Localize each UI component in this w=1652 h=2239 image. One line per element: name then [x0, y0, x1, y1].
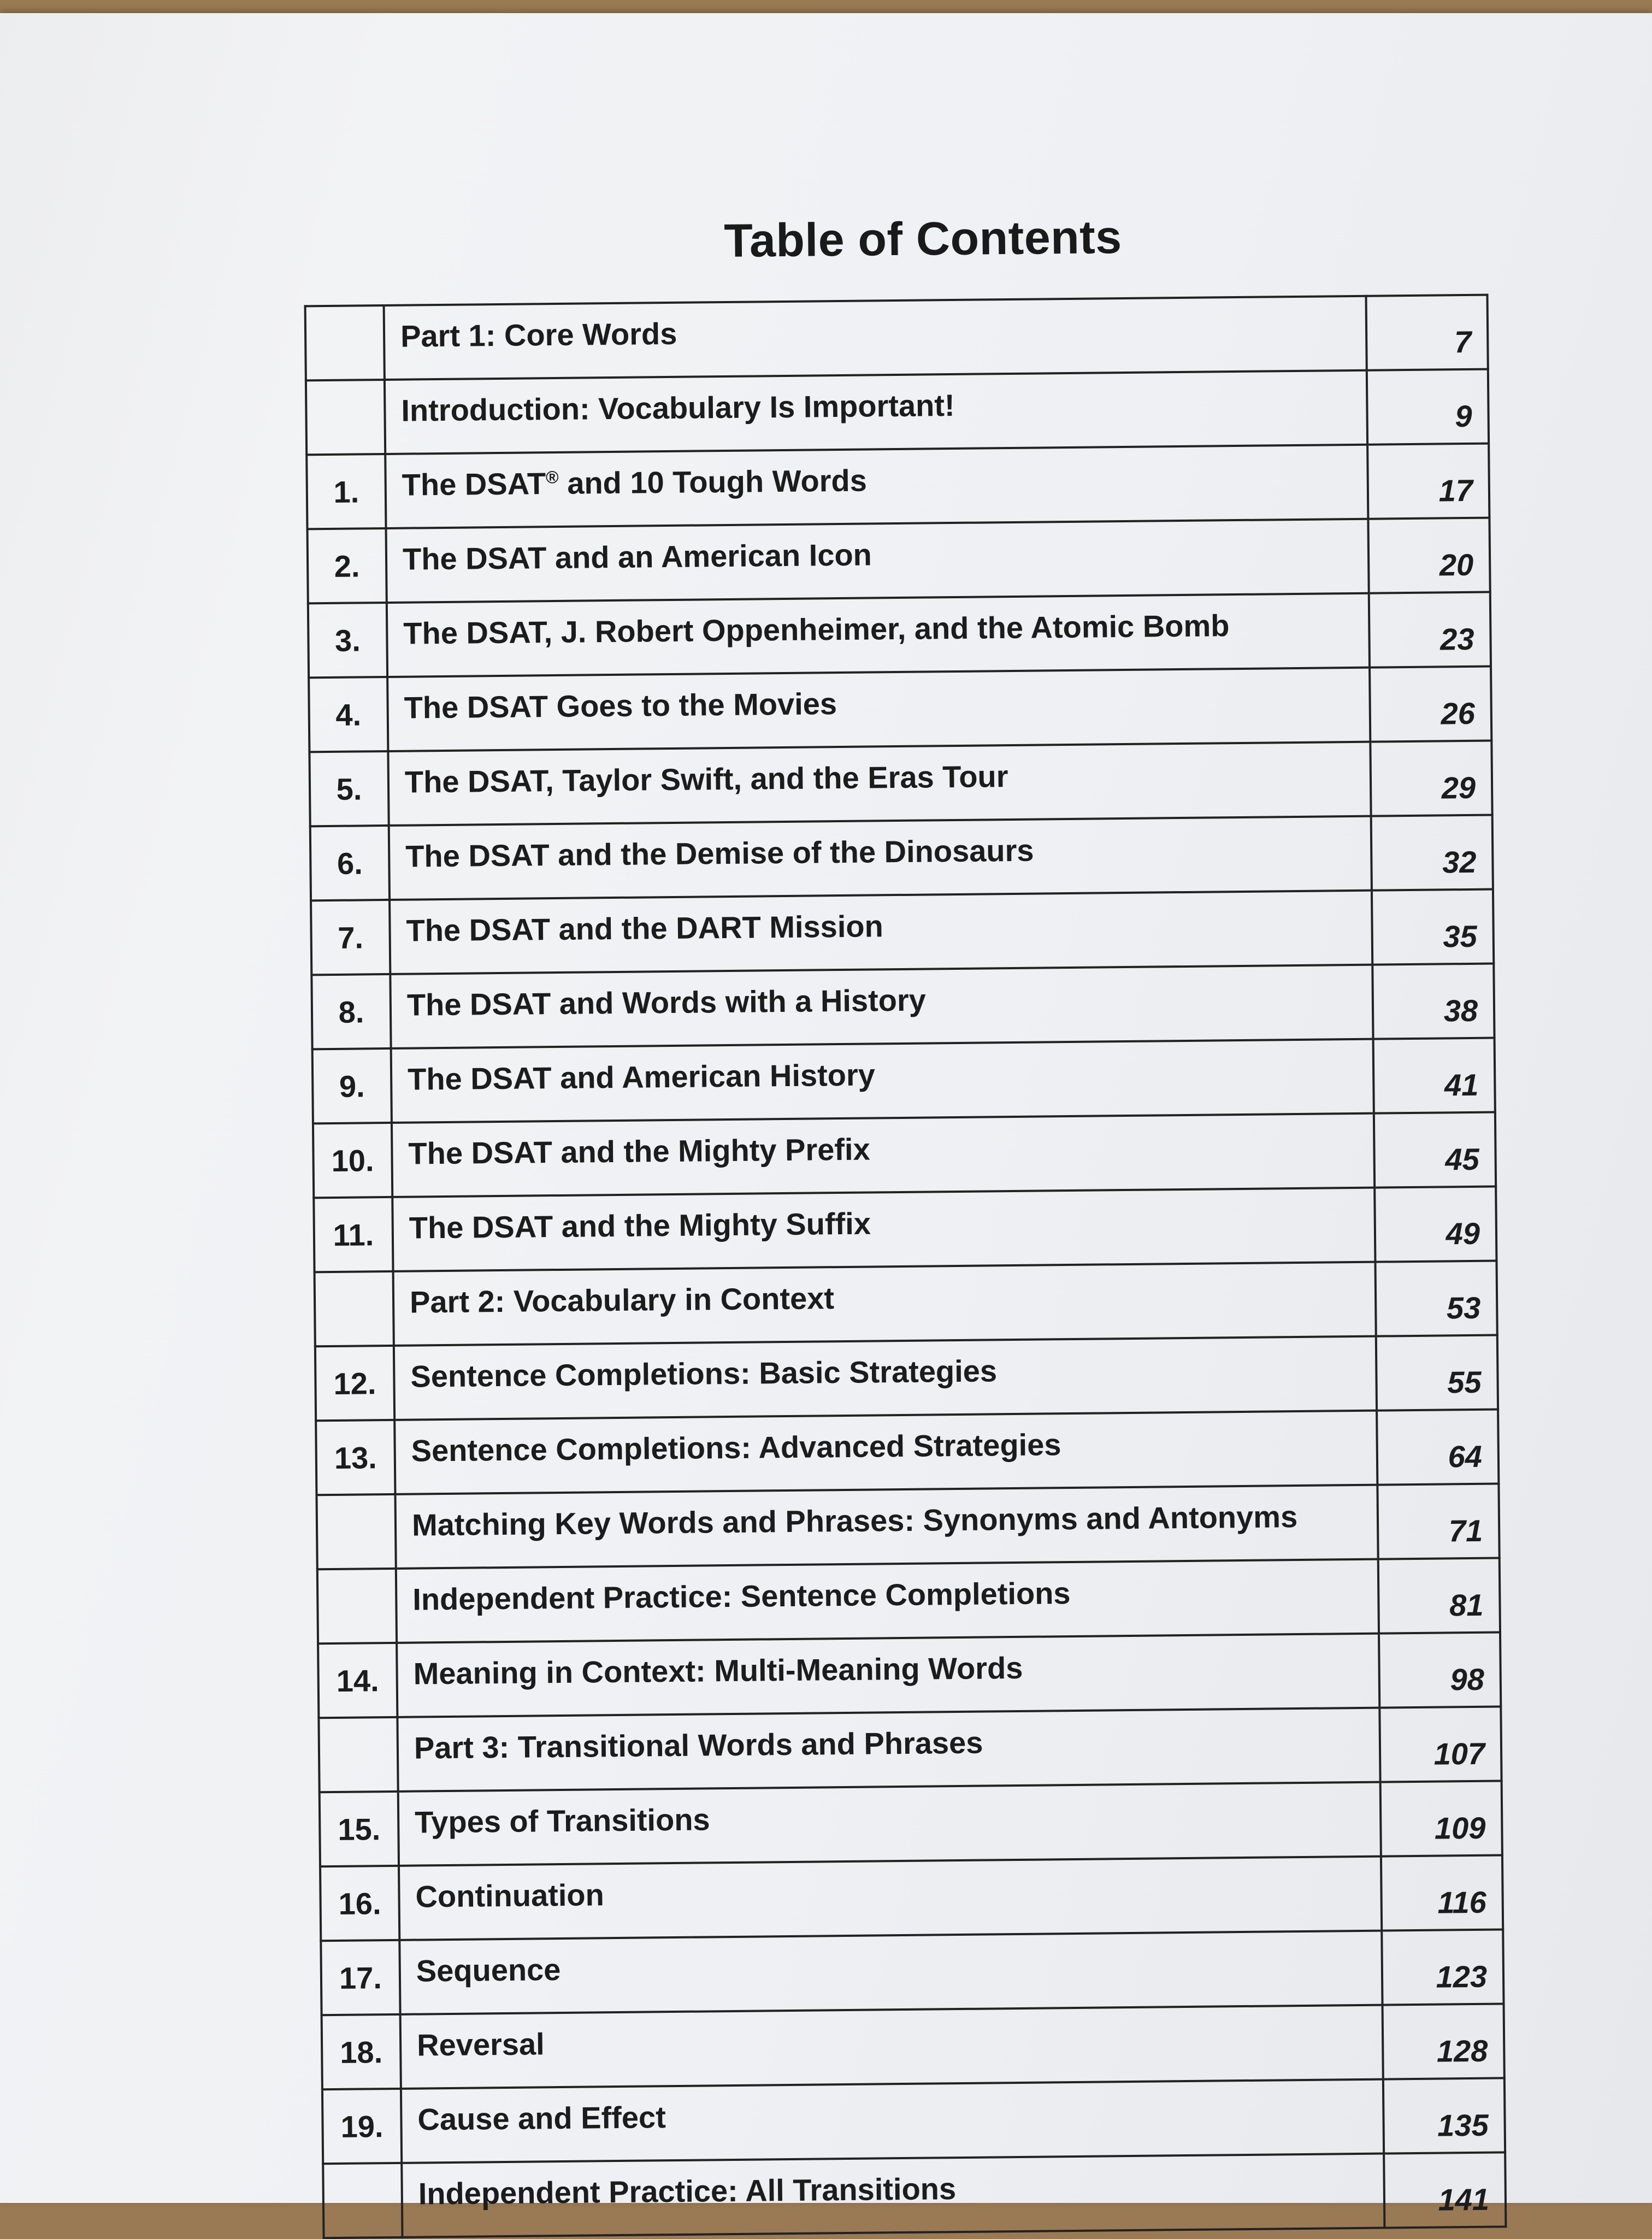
chapter-title	[399, 1931, 1382, 2014]
toc-row	[313, 1112, 1496, 1198]
chapter-title-text: Cause and Effect	[417, 2100, 666, 2137]
page-number: 135	[1383, 2078, 1505, 2153]
page-number: 23	[1369, 592, 1491, 668]
page-number: 32	[1371, 815, 1493, 891]
chapter-title	[388, 742, 1371, 826]
chapter-number	[317, 1569, 397, 1643]
chapter-title-text: Sentence Completions: Basic Strategies	[410, 1353, 998, 1394]
toc-row	[305, 295, 1488, 381]
toc-row	[308, 592, 1491, 678]
page-number: 29	[1370, 741, 1492, 816]
toc-row	[317, 1558, 1500, 1643]
chapter-title	[400, 2005, 1383, 2089]
chapter-title-text: Sentence Completions: Advanced Strategies	[411, 1427, 1061, 1468]
registered-mark: ®	[545, 467, 559, 487]
toc-row	[321, 1929, 1503, 2015]
chapter-number: 19.	[322, 2089, 402, 2164]
chapter-title	[384, 296, 1367, 380]
toc-body	[305, 295, 1506, 2238]
chapter-number: 15.	[320, 1792, 399, 1866]
chapter-title-text: The DSAT and the Mighty Suffix	[409, 1206, 871, 1245]
page-number: 41	[1373, 1038, 1495, 1113]
chapter-number: 5.	[309, 751, 388, 826]
chapter-title	[402, 2154, 1384, 2237]
chapter-title-text: The DSAT and Words with a History	[406, 982, 927, 1022]
chapter-title	[394, 1411, 1377, 1494]
chapter-number	[306, 380, 385, 455]
book-page	[0, 13, 1652, 2217]
chapter-title-text: The DSAT Goes to the Movies	[404, 686, 837, 725]
chapter-title	[393, 1262, 1376, 1346]
chapter-title-text-continued: and 10 Tough Words	[558, 463, 868, 500]
chapter-title	[385, 370, 1367, 454]
page-title: Table of Contents	[723, 211, 1123, 268]
chapter-title	[389, 816, 1372, 900]
chapter-title	[387, 593, 1370, 677]
page-number: 109	[1380, 1781, 1502, 1856]
toc-row	[322, 2078, 1505, 2164]
page-number: 20	[1368, 518, 1490, 593]
chapter-title	[390, 891, 1372, 974]
chapter-title	[396, 1559, 1379, 1643]
page-number: 55	[1376, 1335, 1498, 1411]
page-number: 9	[1367, 369, 1489, 445]
toc-row	[315, 1335, 1498, 1421]
chapter-title	[385, 445, 1368, 528]
chapter-title	[391, 1039, 1374, 1123]
chapter-title-text: The DSAT and the DART Mission	[406, 909, 884, 948]
chapter-number: 8.	[311, 974, 391, 1049]
chapter-title-text: Part 3: Transitional Words and Phrases	[414, 1725, 983, 1765]
chapter-title	[399, 1857, 1382, 1940]
toc-row	[306, 444, 1489, 529]
toc-row	[314, 1187, 1496, 1272]
page-number: 35	[1372, 889, 1494, 965]
page-number: 116	[1381, 1855, 1503, 1930]
page-number: 71	[1377, 1484, 1499, 1559]
chapter-number: 12.	[315, 1346, 394, 1421]
page-number: 45	[1374, 1112, 1496, 1188]
chapter-title	[392, 1188, 1375, 1271]
chapter-number: 7.	[311, 900, 390, 975]
toc-row	[310, 815, 1493, 901]
chapter-number	[316, 1494, 396, 1569]
chapter-title	[392, 1113, 1374, 1197]
chapter-number: 4.	[309, 677, 388, 752]
toc-row	[309, 741, 1492, 827]
toc-row	[323, 2152, 1506, 2238]
chapter-title	[401, 2079, 1384, 2163]
chapter-title	[398, 1782, 1381, 1866]
toc-row	[320, 1855, 1503, 1941]
page-number: 49	[1374, 1187, 1496, 1262]
chapter-title	[387, 668, 1370, 751]
chapter-title-text: Types of Transitions	[414, 1802, 710, 1840]
chapter-number: 3.	[308, 603, 387, 677]
page-number: 7	[1366, 295, 1488, 370]
chapter-number	[323, 2163, 402, 2238]
chapter-title	[386, 519, 1369, 603]
chapter-number	[305, 305, 385, 380]
chapter-title-text: Independent Practice: Sentence Completions	[412, 1576, 1071, 1617]
page-number: 53	[1375, 1261, 1497, 1336]
chapter-title-text: The DSAT, J. Robert Oppenheimer, and the Atomic Bomb	[403, 608, 1230, 651]
chapter-number: 6.	[310, 826, 390, 900]
toc-row	[318, 1706, 1501, 1792]
chapter-number: 1.	[306, 454, 386, 529]
toc-row	[306, 369, 1489, 455]
chapter-number: 16.	[320, 1866, 399, 1941]
chapter-title-text: The DSAT and the Mighty Prefix	[408, 1132, 871, 1171]
chapter-title-text: Introduction: Vocabulary Is Important!	[401, 387, 955, 428]
chapter-title-text: The DSAT and an American Icon	[402, 537, 872, 576]
toc-row	[320, 1781, 1502, 1866]
chapter-title-text: The DSAT	[402, 466, 546, 502]
chapter-title-text: Matching Key Words and Phrases: Synonyms and Antonyms	[411, 1499, 1298, 1542]
chapter-number: 10.	[313, 1123, 392, 1198]
chapter-title-text: Independent Practice: All Transitions	[418, 2171, 957, 2211]
toc-table	[304, 294, 1507, 2239]
page-number: 26	[1370, 667, 1491, 742]
page-number: 141	[1384, 2152, 1506, 2228]
chapter-title	[390, 965, 1373, 1048]
toc-row	[308, 518, 1490, 604]
chapter-title-text: The DSAT and the Demise of the Dinosaurs	[405, 833, 1034, 874]
page-number: 17	[1367, 444, 1489, 519]
toc-row	[311, 964, 1494, 1050]
toc-row	[318, 1632, 1501, 1718]
chapter-number: 14.	[318, 1643, 397, 1718]
chapter-title	[397, 1708, 1380, 1792]
chapter-title	[397, 1634, 1379, 1717]
toc-row	[311, 889, 1494, 975]
chapter-number: 11.	[314, 1197, 393, 1272]
page-number: 107	[1379, 1706, 1501, 1782]
toc-row	[316, 1410, 1498, 1495]
chapter-number: 2.	[308, 528, 387, 603]
chapter-title-text: Continuation	[415, 1877, 605, 1914]
chapter-title	[394, 1336, 1377, 1420]
page-number: 81	[1378, 1558, 1500, 1633]
page-number: 38	[1372, 964, 1494, 1039]
toc-row	[315, 1261, 1497, 1347]
chapter-title-text: Sequence	[416, 1952, 561, 1988]
chapter-title-text: The DSAT, Taylor Swift, and the Eras Tour	[404, 759, 1008, 799]
page-number: 123	[1382, 1929, 1503, 2005]
chapter-number: 18.	[322, 2014, 401, 2089]
toc-row	[309, 667, 1491, 752]
toc-row	[322, 2004, 1504, 2089]
page-number: 64	[1377, 1410, 1498, 1485]
chapter-title-text: Part 1: Core Words	[400, 316, 677, 353]
chapter-number: 17.	[321, 1940, 400, 2015]
chapter-title-text: Meaning in Context: Multi-Meaning Words	[413, 1650, 1023, 1691]
page-number: 128	[1383, 2004, 1504, 2079]
chapter-title-text: The DSAT and American History	[407, 1057, 876, 1097]
chapter-number: 9.	[312, 1048, 392, 1123]
chapter-number: 13.	[316, 1420, 395, 1495]
toc-row	[316, 1484, 1499, 1570]
chapter-title-text: Part 2: Vocabulary in Context	[409, 1281, 835, 1319]
chapter-number	[318, 1717, 398, 1792]
toc-content	[303, 207, 1507, 2239]
chapter-title	[395, 1485, 1378, 1569]
chapter-number	[315, 1271, 394, 1346]
chapter-title-text: Reversal	[416, 2026, 545, 2063]
toc-row	[312, 1038, 1495, 1124]
page-number: 98	[1379, 1632, 1501, 1707]
